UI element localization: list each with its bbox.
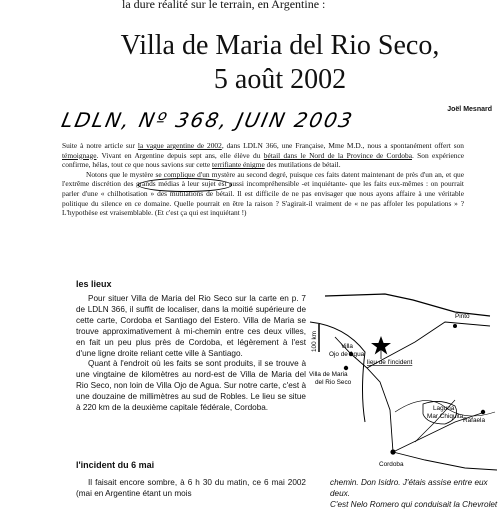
continued-text-column — [330, 478, 500, 511]
intro-text: des — [264, 160, 279, 170]
intro-text: , dans LDLN 366, une Française, Mme M.D., nous a spontanément offert son — [221, 141, 464, 150]
intro-paragraph-1 — [62, 141, 464, 170]
map-label-villa-maria: del Rio Seco — [315, 379, 352, 386]
city-dot — [390, 449, 395, 454]
map-label-lieu: lieu de l'incident — [367, 359, 413, 366]
city-dot — [453, 324, 457, 328]
region-map — [305, 282, 500, 482]
map-label-villa-maria: Villa de Maria — [309, 371, 348, 378]
map-label-rafaela: Rafaela — [463, 417, 486, 424]
map-label-villa-ojo: Villa — [341, 343, 353, 350]
section-lieux-text — [76, 294, 306, 414]
map-label-laguna: Mar Chiquita — [427, 413, 464, 420]
top-line-text: la dure réalité sur le terrain, en Argentine : — [122, 0, 326, 11]
map-road — [393, 452, 497, 470]
underlined-phrase: bétail dans le Nord de la Province de Cordoba — [263, 150, 412, 160]
map-scale-label: 100 km — [311, 331, 318, 352]
intro-text: . — [338, 160, 341, 170]
section-incident-text — [76, 478, 306, 500]
intro-text: Suite à notre article sur — [62, 141, 138, 150]
handwritten-reference: LDLN, Nº 368, JUIN 2003 — [59, 108, 357, 132]
underlined-phrase: témoignage — [62, 150, 97, 160]
section-heading-incident: l'incident du 6 mai — [76, 460, 155, 470]
circled-phrase: mutilations de bétail — [278, 160, 339, 170]
handdrawn-circle — [138, 178, 232, 192]
map-label-cordoba: Cordoba — [379, 461, 404, 468]
continued-line: C'est Nelo Romero qui conduisait la Chevrolet — [330, 499, 498, 509]
city-dot — [481, 410, 485, 414]
author-name: Joël Mesnard — [447, 106, 492, 113]
city-dot — [344, 366, 348, 370]
intro-paragraph-2: Notons que le mystère se complique d'un mystère au second degré, puisque ces faits datent maintenant de près d'un an, et que l'extrême discrétion des grands médias à leur sujet est aussi incompréhensible -et inquiétante- que les faits eux-mêmes : on pourrait parler d'une « chilhotisation » des mutilations de bétail. Il est difficile de ne pas envisager que nous ayons affaire à une véritable politique du silence en ce domaine. Quelle pourrait en être la raison ? S'agirait-il vraiment de « ne pas affoler les populations » ? L'hypothèse est vraisemblable. (Et c'est ça qui est inquiétant !) — [62, 169, 464, 218]
underlined-phrase: la vague argentine de 2002 — [137, 141, 222, 150]
intro-text: . Son expérience confirme, hélas, tout ce que nous savions sur cette — [62, 150, 465, 170]
article-title-line2: 5 août 2002 — [213, 64, 347, 95]
lieux-paragraph-1: Pour situer Villa de Maria del Rio Seco sur la carte en p. 7 de LDLN 366, il suffit de localiser, dans la moitié supérieure de cette carte, Cordoba et Santiago del Estero. Villa de Maria se trouve approximativement à mi-chemin entre ces deux villes, en fait un peu plus près de Cordoba, et légèrement à l'est d'une ligne droite reliant cette ville à Santiago. — [76, 294, 306, 358]
map-label-villa-ojo: Ojo de Agua — [329, 351, 365, 358]
underlined-phrase: terrifiante énigme — [212, 160, 265, 170]
intro-paragraphs — [62, 141, 464, 218]
map-label-pinto: Pinto — [455, 313, 470, 320]
continued-line: chemin. Don Isidro. J'étais assise entre eux deux. — [330, 478, 488, 498]
map-label-laguna: Laguna — [433, 405, 455, 412]
section-heading-lieux: les lieux — [76, 279, 112, 289]
article-title-line1: Villa de Maria del Rio Seco, — [120, 30, 440, 61]
lieux-paragraph-2: Quant à l'endroit où les faits se sont produits, il se trouve à une vingtaine de kilomètres au nord-est de Villa de Maria del Rio Seco, non loin de Villa Ojo de Agua. Sur notre carte, c'est à une douzaine de millimètres au sud de Robles. Le lieu se situe à 220 km de la deuxième capitale fédérale, Cordoba. — [76, 359, 306, 413]
intro-text: . Vivant en Argentine depuis sept ans, elle élève du — [96, 150, 264, 160]
incident-paragraph-1: Il faisait encore sombre, à 6 h 30 du matin, ce 6 mai 2002 (mai en Argentine étant un mois — [76, 478, 306, 498]
